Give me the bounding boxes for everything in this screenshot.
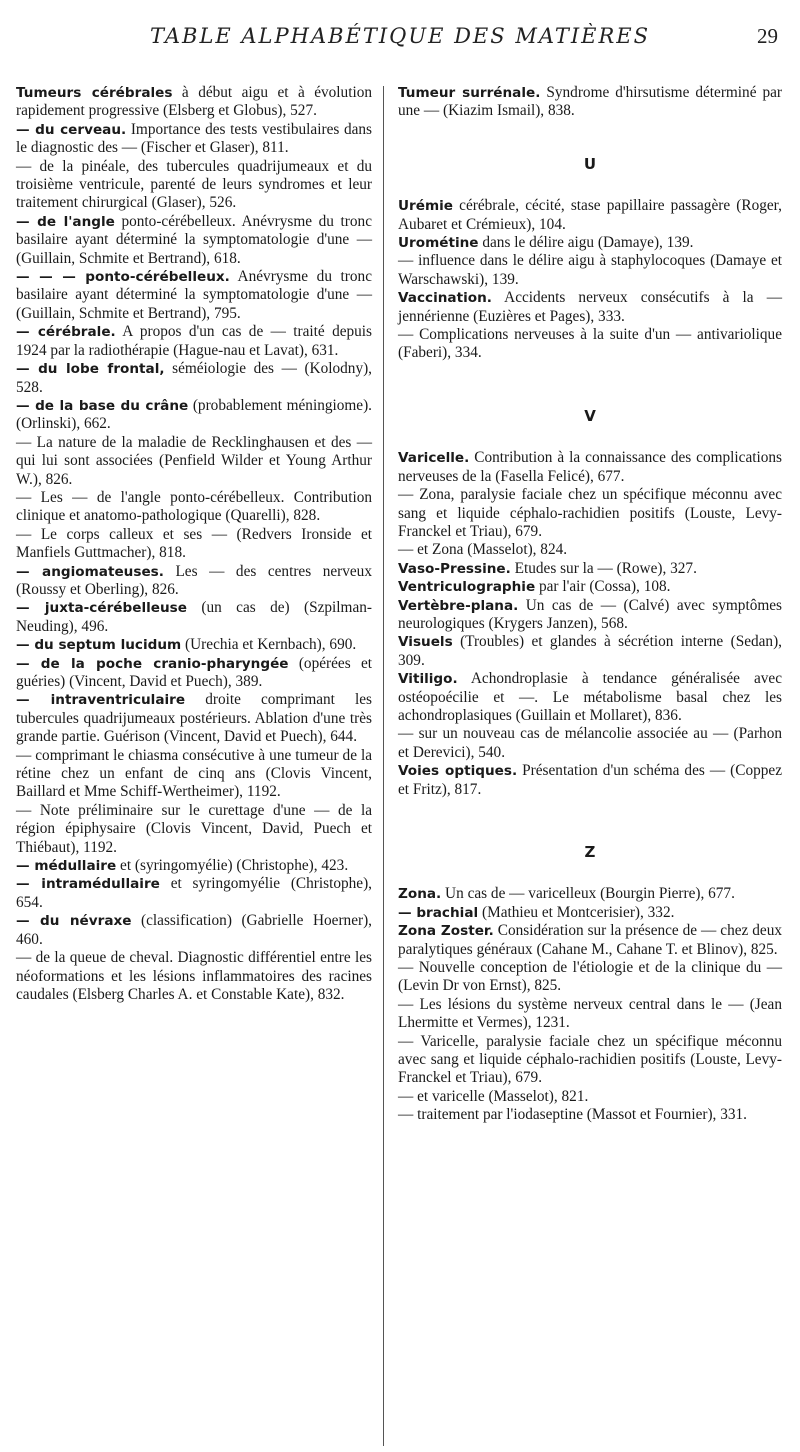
- entry-keyword: Zona Zoster.: [398, 923, 494, 940]
- entry-text: Achondroplasie à tendance généralisée avec ostéopoécilie et —. Le métabolisme basal chez les achondroplasiques (Guillain et Mollaret), 836.: [398, 670, 782, 724]
- index-entry: [398, 725, 782, 762]
- index-entry: [398, 252, 782, 289]
- index-entry: [398, 922, 782, 959]
- index-entry: [398, 560, 782, 578]
- index-entry: [398, 959, 782, 996]
- entry-keyword: Tumeurs cérébrales: [16, 85, 173, 101]
- index-entry: [16, 949, 372, 1004]
- entry-text: — comprimant le chiasma consécutive à une tumeur de la rétine chez un enfant de cinq ans (Clovis Vincent, Baillard et Mme Schiff-Wertheimer), 1192.: [16, 746, 372, 801]
- running-head: TABLE ALPHABÉTIQUE DES MATIÈRES: [149, 24, 651, 48]
- index-entry: [398, 449, 782, 486]
- entry-keyword: — intramédullaire: [16, 876, 160, 893]
- entry-text: Etudes sur la — (Rowe), 327.: [510, 559, 697, 577]
- entry-text: — Varicelle, paralysie faciale chez un spécifique méconnu avec sang et liquide céphalo-rachidien positifs (Louste, Levy-Franckel et Triau), 679.: [398, 1032, 782, 1087]
- entry-keyword: — — — ponto-cérébelleux.: [16, 269, 230, 286]
- entry-keyword: Urémie: [398, 198, 454, 215]
- entry-keyword: — de la poche cranio-pharyngée: [16, 655, 289, 672]
- index-entry: [398, 1088, 782, 1106]
- index-entry: [398, 1033, 782, 1088]
- entry-text: (Urechia et Kernbach), 690.: [181, 636, 357, 654]
- index-entry: [16, 875, 372, 912]
- entry-text: — Les lésions du système nerveux central dans le — (Jean Lhermitte et Vermes), 1231.: [398, 995, 782, 1032]
- entry-text: — Nouvelle conception de l'étiologie et de la clinique du — (Levin Dr von Ernst), 825.: [398, 959, 782, 995]
- entry-text: — influence dans le délire aigu à staphylocoques (Damaye et Warschawski), 139.: [398, 252, 782, 288]
- index-entry: [16, 489, 372, 526]
- index-entry: [16, 526, 372, 563]
- entry-text: Accidents nerveux consécutifs à la — jennérienne (Euzières et Pages), 333.: [398, 289, 782, 325]
- index-entry: [398, 578, 782, 596]
- entry-text: — traitement par l'iodaseptine (Massot et Fournier), 331.: [398, 1106, 747, 1124]
- index-entry: [16, 323, 372, 360]
- section-letter-u: U: [583, 154, 597, 173]
- right-column: [398, 84, 782, 1125]
- entry-text: — Le corps calleux et ses — (Redvers Ironside et Manfiels Guttmacher), 818.: [16, 525, 372, 562]
- entry-text: — Complications nerveuses à la suite d'un — antivariolique (Faberi), 334.: [398, 326, 782, 362]
- page-header: [0, 24, 800, 64]
- entry-keyword: — intraventriculaire: [16, 692, 186, 709]
- entry-text: — Les — de l'angle ponto-cérébelleux. Contribution clinique et anatomo-pathologique (Quarelli), 828.: [16, 488, 372, 525]
- entry-keyword: Tumeur surrénale.: [398, 85, 541, 101]
- index-entry: [398, 762, 782, 799]
- entry-keyword: Voies optiques.: [398, 763, 518, 780]
- index-entry: [398, 197, 782, 234]
- index-entry: [16, 434, 372, 489]
- entry-text: Un cas de — (Calvé) avec symptômes neurologiques (Krygers Janzen), 568.: [398, 596, 782, 632]
- entry-text: (probablement méningiome). (Orlinski), 662.: [16, 396, 373, 433]
- entry-keyword: — de la base du crâne: [16, 397, 189, 414]
- entry-text: — de la pinéale, des tubercules quadrijumeaux et du troisième ventricule, parenté de leurs syndromes et leur traitement chirurgical (Glaser), 526.: [16, 157, 372, 212]
- index-entry: [398, 326, 782, 363]
- entry-keyword: — angiomateuses.: [16, 563, 164, 580]
- index-entry: [398, 670, 782, 725]
- entry-text: et syringomyélie (Christophe), 654.: [16, 875, 372, 911]
- index-entry: [16, 857, 372, 875]
- entry-text: droite comprimant les tubercules quadrijumeaux postérieurs. Ablation d'une très grande partie. Guérison (Vincent, David et Puech), 644.: [16, 691, 372, 746]
- index-entry: [398, 597, 782, 634]
- index-entry: [16, 802, 372, 857]
- entry-text: — de la queue de cheval. Diagnostic différentiel entre les néoformations et les lésions inflammatoires des racines caudales (Elsberg Charles A. et Constable Kate), 832.: [16, 949, 372, 1003]
- entry-text: (Mathieu et Montcerisier), 332.: [478, 903, 675, 921]
- index-entry: [16, 268, 372, 323]
- index-entry: [398, 904, 782, 922]
- entry-text: (un cas de) (Szpilman-Neuding), 496.: [16, 599, 372, 635]
- index-entry: [16, 655, 372, 692]
- index-entry: [398, 996, 782, 1033]
- entry-keyword: — du névraxe: [16, 913, 132, 930]
- entry-keyword: — de l'angle: [16, 213, 115, 230]
- page-number: 29: [757, 24, 778, 48]
- entry-keyword: Ventriculographie: [398, 579, 536, 596]
- entry-text: (opérées et guéries) (Vincent, David et Puech), 389.: [16, 654, 372, 690]
- entry-keyword: Zona.: [398, 886, 442, 903]
- entry-text: Présentation d'un schéma des — (Coppez et Fritz), 817.: [398, 762, 782, 798]
- entry-text: Considération sur la présence de — chez deux paralytiques généraux (Cahane M., Cahane T. et Blinov), 825.: [398, 922, 782, 958]
- entry-text: — et varicelle (Masselot), 821.: [398, 1087, 589, 1105]
- entry-text: — La nature de la maladie de Recklinghausen et des — qui lui sont associées (Penfield Wilder et Young Arthur W.), 826.: [16, 433, 372, 488]
- index-entry: [16, 84, 372, 121]
- entry-keyword: — juxta-cérébelleuse: [16, 600, 187, 617]
- index-entry: [16, 158, 372, 213]
- entry-text: A propos d'un cas de — traité depuis 1924 par la radiothérapie (Hague-nau et Lavat), 631.: [16, 323, 373, 359]
- index-entry: [16, 397, 372, 434]
- entry-text: séméiologie des — (Kolodny), 528.: [16, 360, 373, 396]
- entry-text: et (syringomyélie) (Christophe), 423.: [116, 857, 349, 875]
- entry-keyword: — médullaire: [16, 858, 117, 875]
- left-column: [16, 84, 372, 1004]
- index-entry: [398, 84, 782, 121]
- entry-keyword: — brachial: [398, 904, 479, 921]
- entry-keyword: Urométine: [398, 235, 479, 252]
- entry-text: Anévrysme du tronc basilaire ayant déterminé la symptomatologie d'une — (Guillain, Schmite et Bertrand), 795.: [16, 268, 372, 322]
- entry-text: ponto-cérébelleux. Anévrysme du tronc basilaire ayant déterminé la symptomatologie d'une — (Guillain, Schmite et Bertrand), 618.: [16, 212, 372, 267]
- entry-keyword: — du lobe frontal,: [16, 361, 165, 378]
- entry-keyword: — du septum lucidum: [16, 637, 182, 654]
- entry-keyword: Vaso-Pressine.: [398, 560, 511, 577]
- index-entry: [16, 599, 372, 636]
- entry-text: Les — des centres nerveux (Roussy et Oberling), 826.: [16, 562, 372, 598]
- column-divider: [383, 86, 384, 1446]
- index-entry: [398, 1106, 782, 1124]
- entry-text: Syndrome d'hirsutisme déterminé par une — (Kiazim Ismail), 838.: [398, 84, 783, 120]
- entry-keyword: Vertèbre-plana.: [398, 597, 519, 614]
- entry-keyword: Visuels: [398, 634, 453, 651]
- entry-text: cérébrale, cécité, stase papillaire passagère (Roger, Aubaret et Crémieux), 104.: [398, 197, 782, 233]
- entry-keyword: — du cerveau.: [16, 121, 127, 138]
- entry-text: (classification) (Gabrielle Hoerner), 460.: [16, 912, 372, 948]
- entry-text: — sur un nouveau cas de mélancolie associée au — (Parhon et Derevici), 540.: [398, 725, 782, 761]
- entry-text: Importance des tests vestibulaires dans le diagnostic des — (Fischer et Glaser), 811.: [16, 120, 372, 157]
- index-entry: [398, 541, 782, 559]
- index-entry: [398, 289, 782, 326]
- index-entry: [398, 633, 782, 670]
- index-entry: [16, 121, 372, 158]
- index-entry: [16, 747, 372, 802]
- entry-text: — Zona, paralysie faciale chez un spécifique méconnu avec sang et liquide céphalo-rachidien positifs (Louste, Levy-Franckel et Triau), 679.: [398, 486, 782, 540]
- section-letter-z: Z: [584, 843, 596, 861]
- entry-text: Contribution à la connaissance des complications nerveuses de la (Fasella Felicé), 677.: [398, 449, 782, 485]
- entry-keyword: Varicelle.: [398, 450, 470, 467]
- entry-keyword: — cérébrale.: [16, 324, 116, 341]
- entry-text: dans le délire aigu (Damaye), 139.: [478, 234, 694, 252]
- entry-keyword: Vitiligo.: [398, 671, 458, 688]
- index-entry: [16, 360, 372, 397]
- index-entry: [16, 912, 372, 949]
- entry-text: (Troubles) et glandes à sécrétion interne (Sedan), 309.: [398, 633, 782, 669]
- index-entry: [398, 234, 782, 252]
- index-entry: [16, 691, 372, 746]
- index-entry: [16, 636, 372, 654]
- entry-text: — et Zona (Masselot), 824.: [398, 541, 568, 559]
- index-entry: [398, 486, 782, 541]
- entry-text: à début aigu et à évolution rapidement progressive (Elsberg et Globus), 527.: [16, 84, 372, 120]
- index-entry: [16, 213, 372, 268]
- index-entry: [16, 563, 372, 600]
- entry-text: — Note préliminaire sur le curettage d'une — de la région épiphysaire (Clovis Vincent, David, Puech et Thiébaut), 1192.: [16, 801, 372, 856]
- entry-keyword: Vaccination.: [398, 290, 492, 307]
- section-letter-v: V: [584, 406, 596, 425]
- entry-text: Un cas de — varicelleux (Bourgin Pierre), 677.: [441, 885, 735, 903]
- index-entry: [398, 885, 782, 903]
- entry-text: par l'air (Cossa), 108.: [535, 578, 671, 596]
